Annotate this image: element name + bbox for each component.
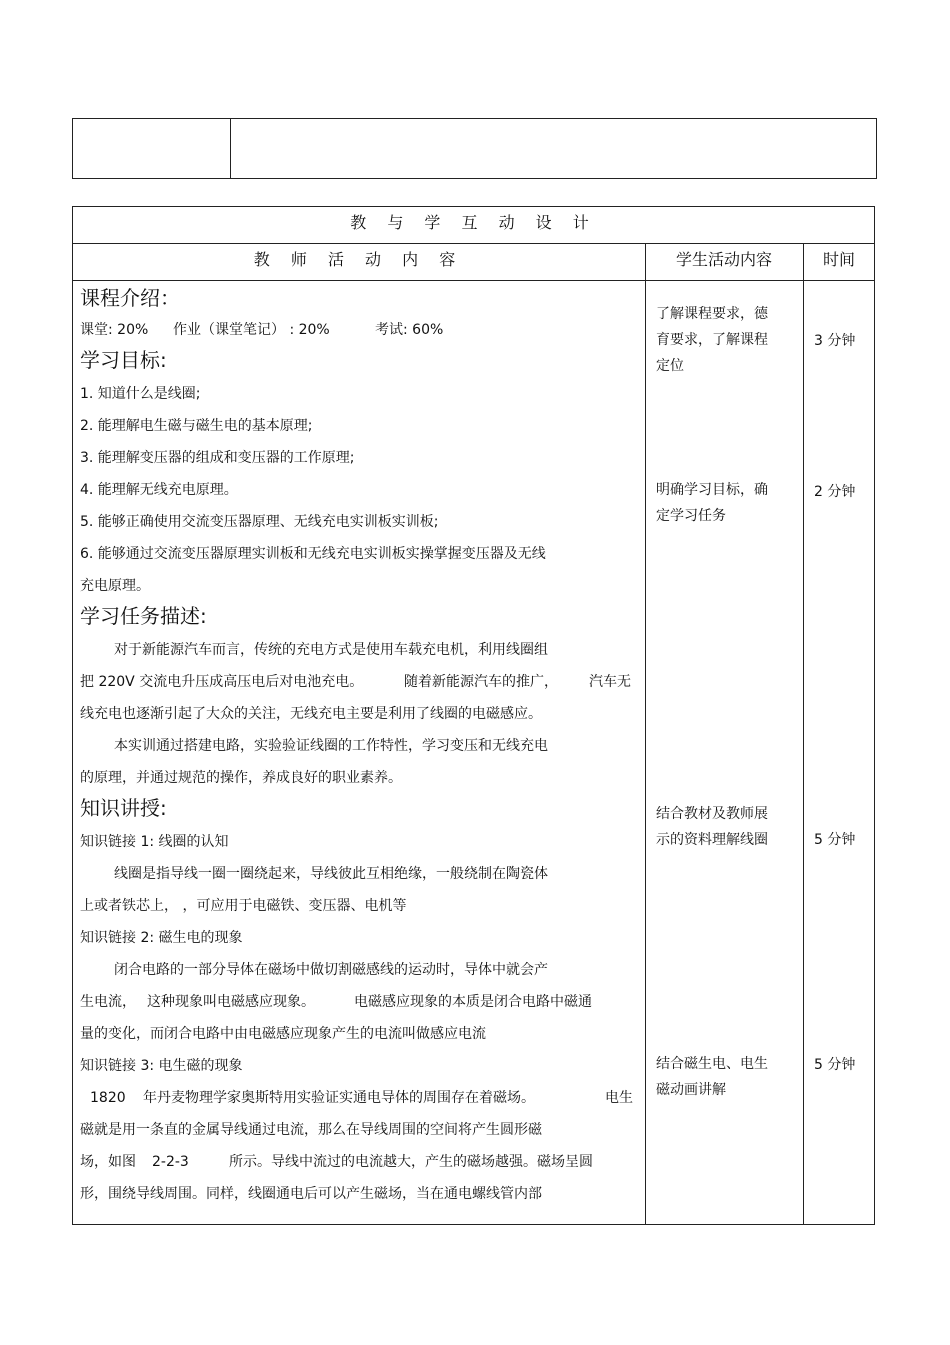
task-paragraph-line: 线充电也逐渐引起了大众的关注，无线充电主要是利用了线圈的电磁感应。	[80, 706, 542, 722]
student-activity-line: 明确学习目标，确	[656, 482, 768, 498]
knowledge-link-2-line: 闭合电路的一部分导体在磁场中做切割磁感线的运动时，导体中就会产	[114, 962, 548, 978]
knowledge-link-3-line: 1820	[90, 1090, 126, 1106]
objective-item: 2. 能理解电生磁与磁生电的基本原理;	[80, 418, 313, 434]
task-paragraph-line: 汽车无	[589, 674, 631, 690]
column-header-time: 时间	[822, 250, 855, 269]
objective-item: 4. 能理解无线充电原理。	[80, 482, 238, 498]
knowledge-link-3-line: 形，围绕导线周围。同样，线圈通电后可以产生磁场，当在通电螺线管内部	[80, 1186, 542, 1202]
activity-time: 2 分钟	[814, 484, 856, 500]
table-header-divider	[72, 280, 875, 281]
knowledge-link-1-line: 线圈是指导线一圈一圈绕起来，导线彼此互相绝缘，一般绕制在陶瓷体	[114, 866, 548, 882]
knowledge-link-3-line: 电生	[605, 1090, 633, 1106]
task-paragraph-line: 随着新能源汽车的推广，	[404, 674, 558, 690]
knowledge-link-2-line: 这种现象叫电磁感应现象。	[147, 994, 315, 1010]
objective-item: 5. 能够正确使用交流变压器原理、无线充电实训板实训板;	[80, 514, 439, 530]
top-info-table	[72, 118, 877, 179]
student-activity-line: 育要求，了解课程	[656, 332, 768, 348]
objective-item: 6. 能够通过交流变压器原理实训板和无线充电实训板实操掌握变压器及无线	[80, 546, 546, 562]
grading-exam: 考试: 60%	[375, 322, 444, 338]
column-header-student: 学生活动内容	[675, 250, 772, 269]
objective-item: 充电原理。	[80, 578, 150, 594]
grading-classroom: 课堂: 20%	[80, 322, 149, 338]
objectives-heading: 学习目标:	[80, 348, 167, 372]
student-activity-line: 结合教材及教师展	[656, 806, 768, 822]
task-paragraph-line: 本实训通过搭建电路，实验验证线圈的工作特性，学习变压和无线充电	[114, 738, 548, 754]
student-activity-line: 定学习任务	[656, 508, 726, 524]
knowledge-link-2-title: 知识链接 2: 磁生电的现象	[80, 930, 243, 946]
student-activity-line: 磁动画讲解	[656, 1082, 726, 1098]
task-paragraph-line: 把 220V 交流电升压成高压电后对电池充电。	[80, 674, 364, 690]
activity-time: 3 分钟	[814, 333, 856, 349]
grading-homework: 作业（课堂笔记） : 20%	[173, 322, 330, 338]
student-activity-line: 定位	[656, 358, 684, 374]
task-paragraph-line: 对于新能源汽车而言，传统的充电方式是使用车载充电机，利用线圈组	[114, 642, 548, 658]
student-activity-line: 示的资料理解线圈	[656, 832, 768, 848]
knowledge-link-1-line: 上或者铁芯上， ，可应用于电磁铁、变压器、电机等	[80, 898, 407, 914]
knowledge-link-1-title: 知识链接 1: 线圈的认知	[80, 834, 229, 850]
knowledge-link-3-line: 年丹麦物理学家奥斯特用实验证实通电导体的周围存在着磁场。	[143, 1090, 535, 1106]
top-table-divider	[230, 118, 231, 179]
objective-item: 1. 知道什么是线圈;	[80, 386, 201, 402]
knowledge-link-2-line: 量的变化，而闭合电路中由电磁感应现象产生的电流叫做感应电流	[80, 1026, 486, 1042]
student-activity-line: 结合磁生电、电生	[656, 1056, 768, 1072]
table-title: 教 与 学 互 动 设 计	[350, 213, 597, 232]
activity-time: 5 分钟	[814, 832, 856, 848]
knowledge-link-3-title: 知识链接 3: 电生磁的现象	[80, 1058, 243, 1074]
column-divider-student	[803, 243, 804, 1225]
activity-time: 5 分钟	[814, 1057, 856, 1073]
course-intro-heading: 课程介绍：	[80, 286, 180, 310]
knowledge-link-3-line: 2-2-3	[152, 1154, 189, 1170]
knowledge-heading: 知识讲授:	[80, 796, 167, 820]
task-heading: 学习任务描述:	[80, 604, 207, 628]
objective-item: 3. 能理解变压器的组成和变压器的工作原理;	[80, 450, 355, 466]
knowledge-link-3-line: 场，如图	[80, 1154, 136, 1170]
knowledge-link-3-line: 所示。导线中流过的电流越大，产生的磁场越强。磁场呈圆	[229, 1154, 593, 1170]
table-title-divider	[72, 243, 875, 244]
column-header-teacher: 教 师 活 动 内 容	[253, 250, 464, 269]
knowledge-link-2-line: 生电流，	[80, 994, 136, 1010]
knowledge-link-3-line: 磁就是用一条直的金属导线通过电流，那么在导线周围的空间将产生圆形磁	[80, 1122, 542, 1138]
knowledge-link-2-line: 电磁感应现象的本质是闭合电路中磁通	[354, 994, 592, 1010]
student-activity-line: 了解课程要求，德	[656, 306, 768, 322]
column-divider-teacher	[645, 243, 646, 1225]
task-paragraph-line: 的原理，并通过规范的操作，养成良好的职业素养。	[80, 770, 402, 786]
